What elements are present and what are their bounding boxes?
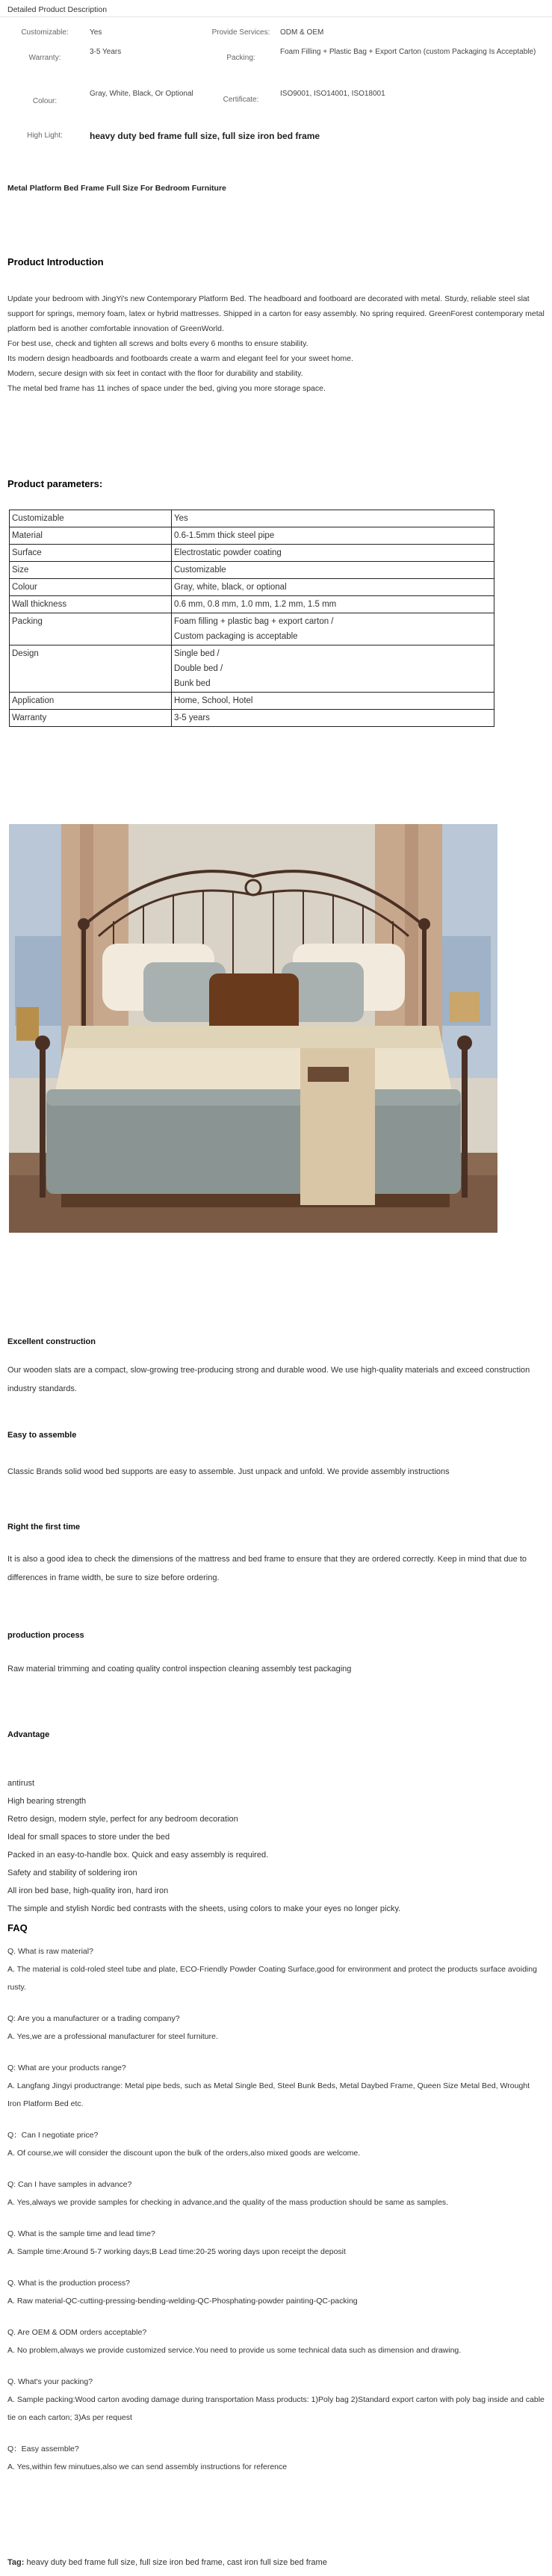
table-row	[10, 693, 494, 710]
construction-heading: Excellent construction	[7, 1337, 96, 1346]
faq-answer: A. Sample time:Around 5-7 working days;B Lead time:20-25 woring days upon receipt the deposit	[7, 2247, 346, 2256]
param-key: Material	[10, 527, 172, 545]
list-item: Packed in an easy-to-handle box. Quick and easy assembly is required.	[7, 1851, 269, 1860]
highlight-value: heavy duty bed frame full size, full size iron bed frame	[90, 131, 320, 141]
param-value: Yes	[172, 510, 494, 527]
assemble-heading: Easy to assemble	[7, 1431, 77, 1440]
faq-item	[7, 2010, 545, 2046]
table-row	[10, 596, 494, 613]
intro-line: Its modern design headboards and footboards create a warm and elegant feel for your sweet home.	[7, 354, 353, 363]
param-key: Application	[10, 693, 172, 710]
tag-link[interactable]: heavy duty bed frame full size	[26, 2558, 135, 2567]
attr-label: Certificate:	[223, 96, 259, 104]
faq-item	[7, 2225, 545, 2261]
tag-link[interactable]: cast iron full size bed frame	[226, 2558, 327, 2567]
faq-answer: A. Of course,we will consider the discount upon the bulk of the orders,also mixed goods are welcome.	[7, 2149, 361, 2158]
faq-item	[7, 2373, 545, 2427]
faq-item	[7, 2126, 545, 2162]
advantage-list	[7, 1774, 545, 1918]
table-row	[10, 545, 494, 562]
param-value: Gray, white, black, or optional	[172, 579, 494, 596]
param-value: 0.6 mm, 0.8 mm, 1.0 mm, 1.2 mm, 1.5 mm	[172, 596, 494, 613]
faq-item	[7, 2440, 545, 2476]
faq-question: Q. Are OEM & ODM orders acceptable?	[7, 2328, 147, 2337]
attr-label: Colour:	[32, 97, 58, 105]
param-value-line: Custom packaging is acceptable	[174, 632, 298, 641]
attributes-table	[0, 24, 552, 148]
product-subtitle: Metal Platform Bed Frame Full Size For Bedroom Furniture	[7, 184, 226, 193]
attr-label: Warranty:	[28, 54, 61, 62]
faq-question: Q：Can I negotiate price?	[7, 2131, 99, 2140]
faq-answer: A. The material is cold-roled steel tube and plate, ECO-Friendly Powder Coating Surface,good for environment and protect the products surface avoiding rusty.	[7, 1965, 537, 1992]
attr-value: Gray, White, Black, Or Optional	[90, 90, 193, 98]
params-heading: Product parameters:	[7, 478, 103, 489]
process-text: Raw material trimming and coating quality control inspection cleaning assembly test packaging	[7, 1665, 352, 1674]
faq-question: Q. What is the sample time and lead time?	[7, 2229, 155, 2238]
faq-answer: A. No problem,always we provide customized service.You need to provide us some technical data such as dimension and drawing.	[7, 2346, 462, 2355]
param-key: Size	[10, 562, 172, 579]
faq-item	[7, 2274, 545, 2310]
tag-bar: Tag: heavy duty bed frame full size, full size iron bed frame, cast iron full size bed frame	[7, 2558, 327, 2567]
faq-item	[7, 1942, 545, 1996]
param-value: Electrostatic powder coating	[172, 545, 494, 562]
param-key: Wall thickness	[10, 596, 172, 613]
faq-item	[7, 2323, 545, 2359]
table-row	[10, 645, 494, 693]
param-value: Home, School, Hotel	[172, 693, 494, 710]
right-first-time-text: It is also a good idea to check the dimensions of the mattress and bed frame to ensure that they are ordered correctly. Keep in mind that due to differences in frame width, be sure to size before ordering.	[7, 1555, 527, 1582]
product-photo	[9, 824, 497, 1233]
faq-question: Q：Easy assemble?	[7, 2445, 79, 2453]
faq-item	[7, 2176, 545, 2211]
list-item: High bearing strength	[7, 1797, 87, 1806]
param-key: Surface	[10, 545, 172, 562]
tab-divider	[0, 16, 552, 17]
intro-text	[7, 291, 545, 396]
param-key: Customizable	[10, 510, 172, 527]
attr-value: ISO9001, ISO14001, ISO18001	[280, 90, 385, 98]
faq-question: Q: Can I have samples in advance?	[7, 2180, 132, 2189]
list-item: Ideal for small spaces to store under the bed	[7, 1833, 170, 1842]
attr-value: ODM & OEM	[280, 28, 324, 37]
faq-question: Q. What's your packing?	[7, 2377, 93, 2386]
param-value	[172, 613, 494, 645]
attr-value: Foam Filling + Plastic Bag + Export Carton (custom Packaging Is Acceptable)	[280, 48, 536, 56]
list-item: Retro design, modern style, perfect for any bedroom decoration	[7, 1815, 238, 1824]
list-item: antirust	[7, 1779, 35, 1788]
faq-heading: FAQ	[7, 1922, 28, 1933]
list-item: Safety and stability of soldering iron	[7, 1868, 137, 1877]
faq-answer: A. Yes,always we provide samples for checking in advance,and the quality of the mass production should be same as samples.	[7, 2198, 449, 2207]
tag-link[interactable]: full size iron bed frame	[140, 2558, 223, 2567]
process-heading: production process	[7, 1631, 84, 1640]
param-key: Design	[10, 645, 172, 693]
faq-question: Q. What is raw material?	[7, 1947, 93, 1956]
faq-list	[7, 1942, 545, 2489]
faq-answer: A. Yes,we are a professional manufacturer for steel furniture.	[7, 2032, 218, 2041]
table-row	[10, 510, 494, 527]
table-row	[10, 527, 494, 545]
param-value-line: Foam filling + plastic bag + export carton /	[174, 617, 334, 626]
faq-question: Q: What are your products range?	[7, 2063, 126, 2072]
param-value-line: Single bed /	[174, 649, 220, 658]
table-row	[10, 613, 494, 645]
attr-label: Customizable:	[21, 28, 69, 37]
param-value	[172, 645, 494, 693]
faq-answer: A. Sample packing:Wood carton avoding damage during transportation Mass products: 1)Poly bag 2)Standard export carton with poly bag inside and cable tie on each carton; 3)As per request	[7, 2395, 545, 2422]
param-value: 0.6-1.5mm thick steel pipe	[172, 527, 494, 545]
params-table	[9, 510, 494, 727]
faq-question: Q: Are you a manufacturer or a trading company?	[7, 2014, 180, 2023]
list-item: The simple and stylish Nordic bed contrasts with the sheets, using colors to make your eyes no longer picky.	[7, 1904, 401, 1913]
attr-value: Yes	[90, 28, 102, 37]
intro-line: Modern, secure design with six feet in contact with the floor for durability and stability.	[7, 369, 303, 378]
description-tab-title[interactable]: Detailed Product Description	[7, 5, 108, 14]
attr-label: Packing:	[226, 54, 255, 62]
attr-label: High Light:	[27, 131, 63, 140]
tag-label: Tag:	[7, 2558, 25, 2567]
right-first-time-heading: Right the first time	[7, 1523, 81, 1532]
param-key: Warranty	[10, 710, 172, 727]
faq-question: Q. What is the production process?	[7, 2279, 130, 2288]
faq-answer: A. Yes,within few minutues,also we can send assembly instructions for reference	[7, 2462, 288, 2471]
param-value: 3-5 years	[172, 710, 494, 727]
intro-line: The metal bed frame has 11 inches of space under the bed, giving you more storage space.	[7, 384, 326, 393]
assemble-text: Classic Brands solid wood bed supports are easy to assemble. Just unpack and unfold. We provide assembly instructions	[7, 1467, 450, 1476]
faq-item	[7, 2059, 545, 2113]
advantage-heading: Advantage	[7, 1730, 50, 1739]
param-value: Customizable	[172, 562, 494, 579]
param-value-line: Bunk bed	[174, 679, 211, 688]
intro-line: For best use, check and tighten all screws and bolts every 6 months to ensure stability.	[7, 339, 308, 348]
attr-value: 3-5 Years	[90, 48, 122, 56]
list-item: All iron bed base, high-quality iron, hard iron	[7, 1886, 169, 1895]
faq-answer: A. Raw material-QC-cutting-pressing-bending-welding-QC-Phosphating-powder painting-QC-packing	[7, 2297, 358, 2306]
bed-photo-illustration	[9, 824, 497, 1233]
table-row	[10, 710, 494, 727]
param-key: Colour	[10, 579, 172, 596]
intro-line: Update your bedroom with JingYi's new Contemporary Platform Bed. The headboard and footboard are decorated with metal. Sturdy, reliable steel slat support for springs, memory foam, latex or hybrid mattresses. Shipped in a carton for easy assembly. No spring required. GreenForest contemporary metal platform bed is another comfortable innovation of GreenWorld.	[7, 294, 545, 333]
faq-answer: A. Langfang Jingyi productrange: Metal pipe beds, such as Metal Single Bed, Steel Bunk Beds, Metal Daybed Frame, Queen Size Metal Bed, Wrought Iron Platform Bed etc.	[7, 2081, 530, 2108]
table-row	[10, 579, 494, 596]
attr-label: Provide Services:	[211, 28, 270, 37]
intro-heading: Product Introduction	[7, 256, 104, 267]
table-row	[10, 562, 494, 579]
param-value-line: Double bed /	[174, 664, 223, 673]
construction-text: Our wooden slats are a compact, slow-growing tree-producing strong and durable wood. We use high-quality materials and exceed construction industry standards.	[7, 1366, 530, 1393]
param-key: Packing	[10, 613, 172, 645]
